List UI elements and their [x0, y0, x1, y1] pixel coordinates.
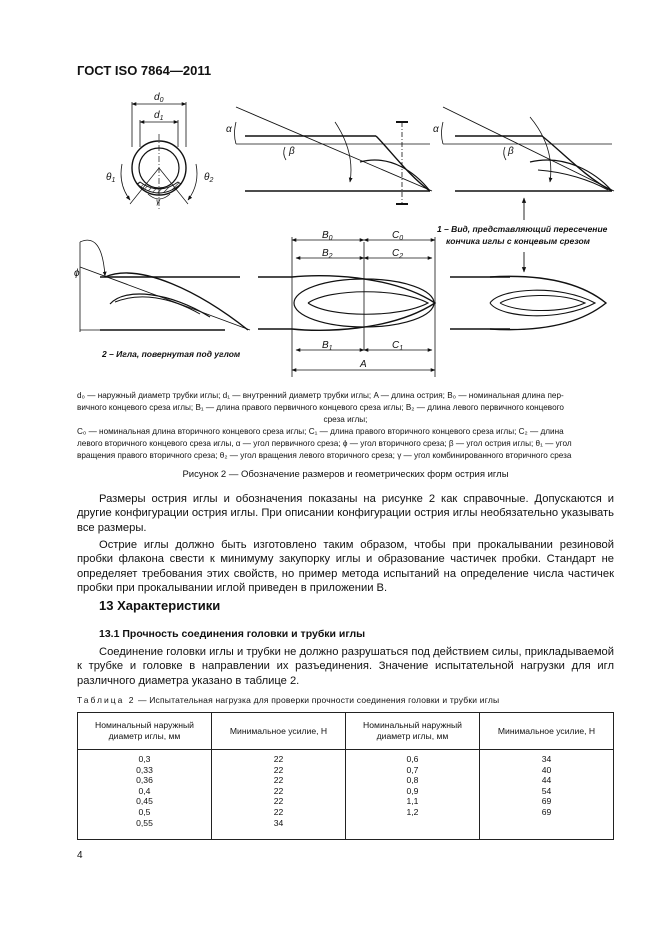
table-cell: 22: [273, 764, 284, 775]
paragraph-3: Соединение головки иглы и трубки не должно разрушаться под действием силы, прикладываемой к трубке и головке в направлении их разъединения. Значение испытательной нагрузки для игл различного диаметра указано в таблице 2.: [77, 646, 614, 687]
table-cell: 22: [273, 775, 284, 786]
table-column-force-1: [212, 750, 346, 840]
test-load-table: [77, 712, 614, 840]
table-cell: 1,2: [406, 806, 419, 817]
legend-line-3: среза иглы;: [323, 415, 368, 424]
figure-caption: Рисунок 2 — Обозначение размеров и геометрических форм острия иглы: [182, 469, 509, 480]
section-13-1-heading: 13.1 Прочность соединения головки и трубки иглы: [99, 628, 366, 640]
table-column-force-2: [480, 750, 614, 840]
table-cell: 0,33: [136, 764, 153, 775]
table-cell: 22: [273, 806, 284, 817]
side-view-primary: [235, 107, 433, 204]
label-alpha-2: α: [433, 124, 439, 135]
paragraph-1: Размеры острия иглы и обозначения показаны на рисунке 2 как справочные. Допускаются и другие конфигурации острия иглы. При описании конфигурации острия иглы необязательно указывать все размеры.: [77, 493, 614, 534]
table-caption-prefix: Таблица 2: [77, 695, 136, 705]
note-1-line1: 1 – Вид, представляющий пересечение: [437, 224, 608, 234]
note-2: 2 – Игла, повернутая под углом: [102, 349, 241, 359]
label-C0: $C_0$: [392, 230, 404, 242]
needle-point-figure: [60, 92, 620, 377]
label-C1: $C_1$: [392, 340, 404, 352]
table-cell: 0,4: [138, 785, 151, 796]
label-d1: $d_1$: [154, 110, 164, 122]
table-cell: 0,8: [406, 775, 419, 786]
table-cell: 0,55: [136, 817, 153, 828]
table-cell: 40: [541, 764, 552, 775]
table-cell: 1,1: [406, 796, 419, 807]
top-view-dimensions: [258, 237, 435, 377]
legend-line-4: C₀ — номинальная длина вторичного концевого среза иглы; C₁ — длина правого вторичного концевого среза иглы; C₂ — длина: [77, 427, 564, 436]
table-cell: 69: [541, 796, 552, 807]
page-number: 4: [77, 850, 83, 861]
label-phi: ϕ: [74, 268, 80, 279]
table-cell: 54: [541, 785, 552, 796]
table-cell: 22: [273, 785, 284, 796]
label-B1: $B_1$: [322, 340, 333, 352]
table-header-diameter-1: Номинальный наружный диаметр иглы, мм: [78, 713, 212, 750]
table-cell: 22: [273, 796, 284, 807]
label-B2: $B_2$: [322, 248, 333, 260]
label-alpha-1: α: [226, 124, 232, 135]
label-B0: $B_0$: [322, 230, 333, 242]
label-beta-1: β: [289, 146, 295, 157]
label-beta-2: β: [508, 146, 514, 157]
label-C2: $C_2$: [392, 248, 404, 260]
page-header: ГОСТ ISO 7864—2011: [77, 63, 212, 78]
table-column-diameter-1: [78, 750, 212, 840]
table-cell: 34: [541, 754, 552, 764]
note-1-line2: кончика иглы с концевым срезом: [446, 236, 590, 246]
label-gamma: γ: [156, 197, 160, 206]
legend-line-6: вращения правого вторичного среза; θ₂ — угол вращения левого вторичного среза; γ — угол комбинированного вторичного среза: [77, 451, 572, 460]
side-view-combined: [442, 107, 615, 220]
table-cell: 69: [541, 806, 552, 817]
legend-line-2: вичного концевого среза иглы; B₁ — длина правого первичного концевого среза иглы; B₂ — длина левого первичного концевого: [77, 403, 564, 412]
table-column-diameter-2: [346, 750, 480, 840]
table-cell: 0,3: [138, 754, 151, 764]
section-13-heading: 13 Характеристики: [99, 598, 221, 613]
table-cell: 0,9: [406, 785, 419, 796]
legend-line-5: левого вторичного концевого среза иглы, α — угол первичного среза; ϕ — угол вторичного среза; β — угол острия иглы; θ₁ — угол: [77, 439, 572, 448]
paragraph-2: Острие иглы должно быть изготовлено таким образом, чтобы при прокалывании резиновой пробки флакона свести к минимуму закупорку иглы и образование частичек пробки. Стандарт не определяет требования этих свойств, но пример метода испытаний на определение числа частичек пробки при прокалывании иглой приведен в приложении В.: [77, 539, 614, 594]
label-theta2: $\theta_2$: [204, 172, 214, 184]
table-caption-text: — Испытательная нагрузка для проверки прочности соединения головки и трубки иглы: [135, 695, 500, 705]
table-header-force-1: Минимальное усилие, Н: [212, 713, 346, 750]
table-cell: 22: [273, 754, 284, 764]
table-cell: 0,5: [138, 806, 151, 817]
table-cell: 34: [273, 817, 284, 828]
label-A: A: [360, 359, 367, 370]
table-cell: 0,7: [406, 764, 419, 775]
table-cell: 0,6: [406, 754, 419, 764]
table-caption: [77, 695, 499, 705]
label-theta1: $\theta_1$: [106, 172, 116, 184]
table-header-diameter-2: Номинальный наружный диаметр иглы, мм: [346, 713, 480, 750]
rotated-needle-view: [80, 240, 250, 332]
table-cell: 0,45: [136, 796, 153, 807]
legend-line-1: d₀ — наружный диаметр трубки иглы; d₁ — внутренний диаметр трубки иглы; A — длина острия; B₀ — номинальная длина пер-: [77, 391, 564, 400]
table-cell: 44: [541, 775, 552, 786]
table-header-force-2: Минимальное усилие, Н: [480, 713, 614, 750]
tip-view: [450, 252, 606, 330]
label-d0: $d_0$: [154, 92, 164, 104]
table-cell: 0,36: [136, 775, 153, 786]
